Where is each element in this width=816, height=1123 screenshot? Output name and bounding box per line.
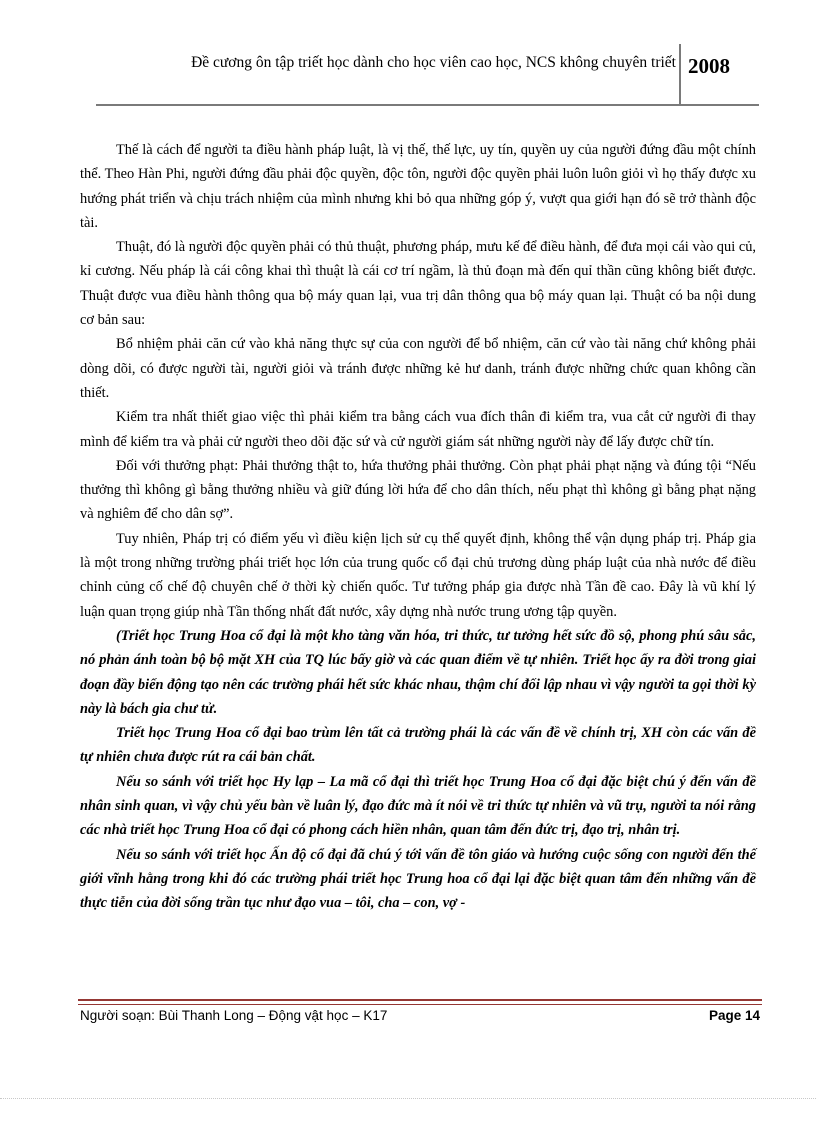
paragraph: Kiểm tra nhất thiết giao việc thì phải kiểm tra bằng cách vua đích thân đi kiểm tra, vua cắt cử người đi thay mình để kiểm tra và phải cử người theo dõi đặc sứ và cử người giám sát những người này để lấy được chữ tín. bbox=[80, 409, 756, 450]
footer-rule bbox=[78, 999, 762, 1005]
page-edge-dots bbox=[0, 1098, 816, 1099]
paragraph: Đối với thưởng phạt: Phải thưởng thật to, hứa thưởng phải thưởng. Còn phạt phải phạt nặng và đúng tội “Nếu thưởng thì không gì bằng thưởng nhiều và giữ đúng lời hứa để cho dân thích, nếu phạt thì không gì bằng phạt nặng và nghiêm để cho dân sợ”. bbox=[80, 457, 756, 523]
emphasis-paragraph: Triết học Trung Hoa cổ đại bao trùm lên tất cả trường phái là các vấn đề về chính trị, XH còn các vấn đề tự nhiên chưa được rút ra cái bản chất. bbox=[80, 725, 756, 766]
page-number: Page 14 bbox=[708, 1008, 760, 1023]
emphasis-paragraph: Nếu so sánh với triết học Ấn độ cổ đại đã chú ý tới vấn đề tôn giáo và hướng cuộc sống con người đến thế giới vĩnh hằng trong khi đó các trường phái triết học Trung hoa cổ đại lại đặc biệt quan tâm đến những vấn đề thực tiễn của đời sống trần tục như đạo vua – tôi, cha – con, vợ - bbox=[80, 846, 756, 912]
emphasis-paragraph: (Triết học Trung Hoa cổ đại là một kho tàng văn hóa, tri thức, tư tưởng hết sức đồ sộ, phong phú sâu sắc, nó phản ánh toàn bộ bộ mặt XH của TQ lúc bấy giờ và các quan điểm về tự nhiên. Triết học ấy ra đời trong giai đoạn đầy biến động tạo nên các trường phái hết sức khác nhau, thậm chí đối lập nhau vì vậy người ta gọi thời kỳ này là bách gia chư tử. bbox=[80, 627, 756, 717]
header-rule bbox=[96, 104, 759, 106]
page-body bbox=[80, 138, 756, 916]
paragraph: Tuy nhiên, Pháp trị có điểm yếu vì điều kiện lịch sử cụ thể quyết định, không thể vận dụng pháp trị. Pháp gia là một trong những trường phái triết học lớn của trung quốc cổ đại chủ trương dùng pháp luật của nhà nước để điều chỉnh củng cố chế độ chuyên chế ở thời kỳ chiến quốc. Tư tưởng pháp gia được nhà Tần đề cao. Đây là vũ khí lý luận quan trọng giúp nhà Tần thống nhất đất nước, xây dựng nhà nước trung ương tập quyền. bbox=[80, 530, 756, 620]
footer-author: Người soạn: Bùi Thanh Long – Động vật học – K17 bbox=[80, 1008, 388, 1023]
paragraph: Thế là cách để người ta điều hành pháp luật, là vị thế, thế lực, uy tín, quyền uy của người đứng đầu một chính thể. Theo Hàn Phi, người đứng đầu phải độc quyền, độc tôn, người độc quyền phải luôn luôn giỏi vì họ thấy được xu hướng phát triển và chịu trách nhiệm của mình nhưng khi bỏ qua những góp ý, vượt qua giới hạn đó sẽ trở thành độc tài. bbox=[80, 142, 756, 231]
paragraph: Bổ nhiệm phải căn cứ vào khả năng thực sự của con người để bổ nhiệm, căn cứ vào tài năng chứ không phải dòng dõi, có được người tài, người giỏi và tránh được những kẻ hư danh, tránh được những chức quan không cần thiết. bbox=[80, 336, 756, 401]
header-year: 2008 bbox=[688, 54, 730, 78]
header-divider bbox=[679, 44, 681, 104]
emphasis-paragraph: Nếu so sánh với triết học Hy lạp – La mã cổ đại thì triết học Trung Hoa cổ đại đặc biệt chú ý đến vấn đề nhân sinh quan, vì vậy chủ yếu bàn về luân lý, đạo đức mà ít nói về tri thức tự nhiên và vũ trụ, người ta nói rằng các nhà triết học Trung Hoa cổ đại có phong cách hiền nhân, quan tâm đến đức trị, đạo trị, nhân trị. bbox=[80, 773, 756, 839]
paragraph: Thuật, đó là người độc quyền phải có thủ thuật, phương pháp, mưu kế để điều hành, để đưa mọi cái vào qui củ, kỉ cương. Nếu pháp là cái công khai thì thuật là cái cơ trí ngầm, là thủ đoạn mà đến quỉ thần cũng không biết được. Thuật được vua điều hành thông qua bộ máy quan lại, vua trị dân thông qua bộ máy quan lại. Thuật có ba nội dung cơ bản sau: bbox=[80, 239, 756, 329]
header-title: Đề cương ôn tập triết học dành cho học viên cao học, NCS không chuyên triết bbox=[191, 54, 676, 71]
